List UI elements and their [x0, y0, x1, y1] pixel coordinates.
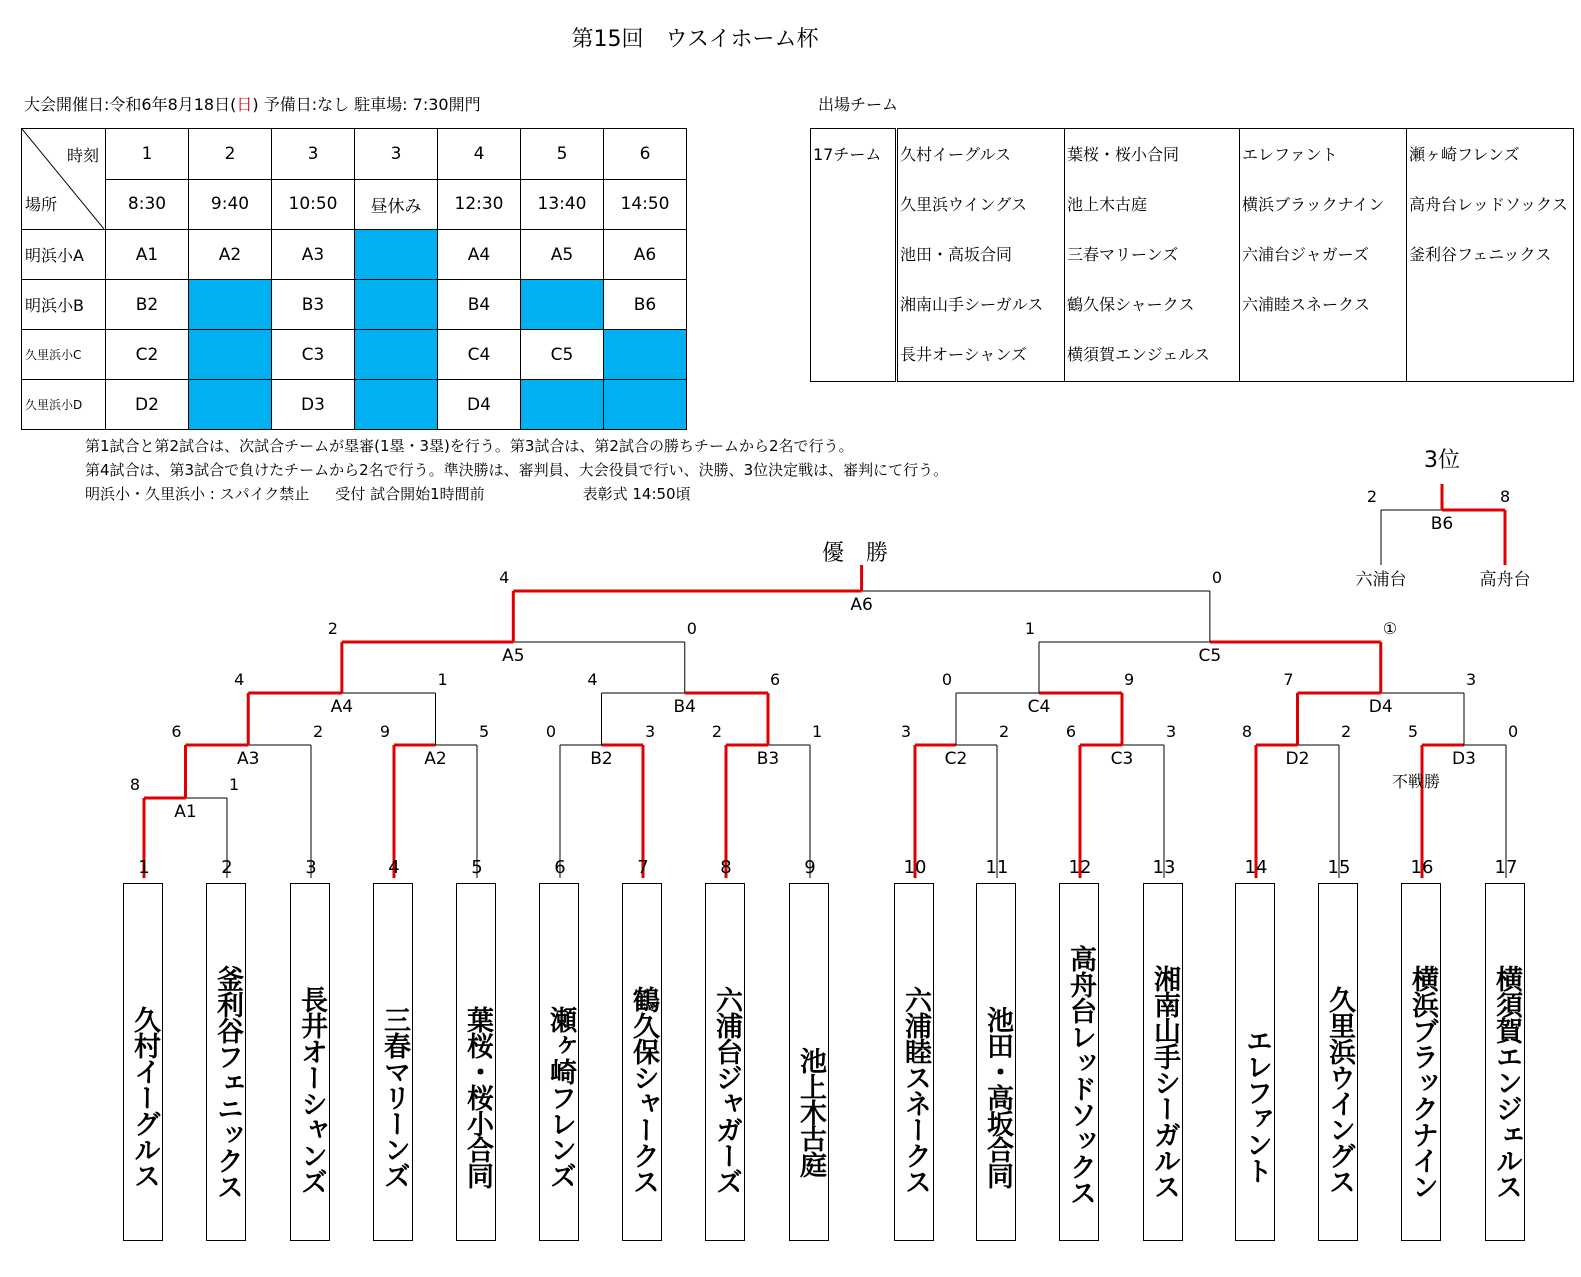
score-B2-right: 3 — [645, 722, 656, 741]
score-D2-right: 2 — [1341, 722, 1352, 741]
team-box — [789, 883, 829, 1241]
match-label-A4: A4 — [330, 697, 354, 717]
team-name: 横浜ブラックナイン — [1407, 965, 1438, 1199]
team-box — [705, 883, 745, 1241]
time-cell: 8:30 — [106, 179, 189, 230]
team-name: 六浦台ジャガーズ — [711, 985, 742, 1194]
team-box — [1318, 883, 1358, 1241]
corner-time-label: 時刻 — [66, 146, 99, 165]
score-B4-left: 4 — [587, 670, 598, 689]
schedule-cell: B6 — [604, 280, 687, 330]
team-box — [539, 883, 579, 1241]
schedule-cell: B2 — [106, 280, 189, 330]
team-box — [123, 883, 163, 1241]
team-count: 17チーム — [813, 145, 882, 164]
team-name: 六浦睦スネークス — [900, 985, 931, 1194]
round-header: 2 — [189, 129, 272, 180]
score-B4-right: 6 — [770, 670, 781, 689]
match-label-C3: C3 — [1110, 749, 1134, 769]
schedule-cell: C4 — [438, 330, 521, 380]
score-C5-left: 1 — [1024, 619, 1035, 638]
team-box — [1401, 883, 1441, 1241]
match-label-A6: A6 — [850, 595, 873, 615]
score-A5-right: 0 — [686, 619, 697, 638]
score-C4-left: 0 — [941, 670, 952, 689]
place-label: 明浜小A — [22, 230, 106, 280]
team-list-item: 池上木古庭 — [1067, 195, 1148, 214]
team-list-item: 三春マリーンズ — [1067, 245, 1179, 264]
team-box — [456, 883, 496, 1241]
team-number: 11 — [985, 857, 1009, 878]
team-number: 12 — [1068, 857, 1092, 878]
match-label-B4: B4 — [673, 697, 696, 717]
team-list-item: 湘南山手シーガルス — [900, 295, 1044, 314]
note-reception: 受付 試合開始1時間前 — [335, 485, 485, 503]
third-team-right: 高舟台 — [1479, 570, 1531, 590]
match-label-A3: A3 — [237, 749, 260, 769]
team-number: 2 — [221, 857, 233, 878]
schedule-cell: A3 — [272, 230, 355, 280]
time-cell: 13:40 — [521, 179, 604, 230]
score-A3-right: 2 — [313, 722, 324, 741]
score-D4-right: 3 — [1466, 670, 1477, 689]
team-list-item: 池田・高坂合同 — [900, 245, 1013, 264]
schedule-cell: A4 — [438, 230, 521, 280]
score-B6-right: 8 — [1500, 487, 1511, 506]
score-A6-right: 0 — [1211, 568, 1223, 587]
match-label-B2: B2 — [590, 749, 613, 769]
schedule-cell: B4 — [438, 280, 521, 330]
team-box — [290, 883, 330, 1241]
team-box — [622, 883, 662, 1241]
team-number: 13 — [1152, 857, 1176, 878]
schedule-cell: A2 — [189, 230, 272, 280]
note-line-2: 第4試合は、第3試合で負けたチームから2名で行う。準決勝は、審判員、大会役員で行い、決勝、3位決定戦は、審判にて行う。 — [85, 461, 949, 479]
team-name: 高舟台レッドソックス — [1065, 944, 1096, 1205]
score-C3-right: 3 — [1166, 722, 1177, 741]
team-number: 3 — [305, 857, 317, 878]
team-name: 釜利谷フェニックス — [212, 965, 243, 1199]
score-D2-left: 8 — [1241, 722, 1252, 741]
team-list-item: 六浦睦スネークス — [1242, 295, 1370, 314]
team-number: 8 — [720, 857, 732, 878]
team-number: 16 — [1410, 857, 1434, 878]
team-number: 17 — [1494, 857, 1518, 878]
corner-place-label: 場所 — [25, 195, 58, 214]
team-box — [976, 883, 1016, 1241]
time-cell: 昼休み — [355, 179, 438, 230]
team-list-item: 長井オーシャンズ — [900, 345, 1027, 364]
team-list-item: 釜利谷フェニックス — [1409, 245, 1552, 264]
team-box — [1143, 883, 1183, 1241]
team-name: 湘南山手シーガルス — [1149, 965, 1180, 1199]
team-name: 長井オーシャンズ — [296, 985, 327, 1194]
event-day: 日 — [236, 95, 253, 114]
match-label-A5: A5 — [502, 646, 525, 666]
time-cell: 14:50 — [604, 179, 687, 230]
d3-note: 不戦勝 — [1392, 772, 1441, 791]
team-box — [1485, 883, 1525, 1241]
champion-label: 優 勝 — [821, 541, 889, 566]
score-C2-left: 3 — [900, 722, 911, 741]
team-name: 横須賀エンジェルス — [1491, 965, 1522, 1199]
team-name: 池上木古庭 — [795, 1047, 826, 1177]
schedule-cell: D2 — [106, 380, 189, 430]
schedule-cell: C3 — [272, 330, 355, 380]
score-C4-right: 9 — [1124, 670, 1135, 689]
team-list-item: 久里浜ウイングス — [900, 195, 1028, 214]
schedule-cell: D4 — [438, 380, 521, 430]
score-A4-right: 1 — [437, 670, 448, 689]
team-list-item: 横浜ブラックナイン — [1242, 195, 1385, 214]
time-cell: 12:30 — [438, 179, 521, 230]
score-B6-left: 2 — [1366, 487, 1377, 506]
round-header: 3 — [355, 129, 438, 180]
team-name: エレファント — [1241, 1026, 1272, 1183]
team-name: 三春マリーンズ — [379, 1006, 410, 1188]
team-number: 1 — [138, 857, 150, 878]
team-name: 瀬ヶ崎フレンズ — [545, 1006, 576, 1188]
team-name: 久村イーグルス — [129, 1006, 160, 1188]
team-name: 久里浜ウイングス — [1324, 985, 1355, 1194]
score-C3-left: 6 — [1065, 722, 1076, 741]
schedule-cell: C5 — [521, 330, 604, 380]
team-name: 葉桜・桜小合同 — [462, 1006, 493, 1188]
event-date-suffix: ) 予備日:なし 駐車場: 7:30開門 — [252, 95, 481, 114]
match-label-D2: D2 — [1285, 749, 1310, 769]
team-list-item: 高舟台レッドソックス — [1409, 195, 1568, 214]
team-box — [1235, 883, 1275, 1241]
third-place-label: 3位 — [1424, 448, 1460, 473]
event-date-prefix: 大会開催日:令和6年8月18日( — [24, 95, 237, 114]
match-label-B3: B3 — [756, 749, 780, 769]
team-list-item: 瀬ヶ崎フレンズ — [1409, 145, 1520, 164]
score-C5-right: ① — [1382, 619, 1398, 638]
match-label-A1: A1 — [174, 802, 197, 822]
score-A5-left: 2 — [327, 619, 338, 638]
team-number: 6 — [554, 857, 566, 878]
team-list-item: 久村イーグルス — [900, 145, 1012, 164]
score-A1-left: 8 — [129, 775, 140, 794]
time-cell: 10:50 — [272, 179, 355, 230]
team-list-item: 鶴久保シャークス — [1067, 295, 1195, 314]
team-number: 9 — [804, 857, 816, 878]
third-team-left: 六浦台 — [1355, 570, 1407, 590]
note-ceremony: 表彰式 14:50頃 — [582, 485, 691, 503]
score-C2-right: 2 — [999, 722, 1010, 741]
schedule-cell: C2 — [106, 330, 189, 380]
score-D4-left: 7 — [1283, 670, 1294, 689]
match-label-A2: A2 — [424, 749, 447, 769]
note-spikes: 明浜小・久里浜小 : スパイク禁止 — [85, 485, 310, 503]
time-cell: 9:40 — [189, 179, 272, 230]
round-header: 4 — [438, 129, 521, 180]
score-B3-right: 1 — [812, 722, 823, 741]
place-label: 明浜小B — [22, 280, 106, 330]
score-A3-left: 6 — [171, 722, 182, 741]
team-number: 14 — [1244, 857, 1268, 878]
match-label-D3: D3 — [1452, 749, 1476, 769]
round-header: 5 — [521, 129, 604, 180]
note-line-1: 第1試合と第2試合は、次試合チームが塁審(1塁・3塁)を行う。第3試合は、第2試合の勝ちチームから2名で行う。 — [85, 437, 854, 455]
team-number: 15 — [1327, 857, 1351, 878]
score-B3-left: 2 — [711, 722, 722, 741]
score-D3-right: 0 — [1508, 722, 1519, 741]
match-label-D4: D4 — [1368, 697, 1393, 717]
round-header: 6 — [604, 129, 687, 180]
match-label-C4: C4 — [1027, 697, 1051, 717]
schedule-cell: B3 — [272, 280, 355, 330]
team-list-item: 葉桜・桜小合同 — [1067, 145, 1180, 164]
team-name: 鶴久保シャークス — [628, 985, 659, 1194]
score-A6-left: 4 — [499, 568, 510, 587]
schedule-cell: A6 — [604, 230, 687, 280]
team-number: 5 — [471, 857, 483, 878]
team-list-item: エレファント — [1242, 145, 1338, 164]
team-name: 池田・高坂合同 — [982, 1006, 1013, 1188]
team-box — [894, 883, 934, 1241]
match-label-B6: B6 — [1430, 514, 1454, 534]
schedule-cell: D3 — [272, 380, 355, 430]
team-list-item: 横須賀エンジェルス — [1067, 345, 1210, 364]
score-A1-right: 1 — [229, 775, 240, 794]
schedule-cell: A5 — [521, 230, 604, 280]
place-label: 久里浜小C — [22, 330, 106, 380]
round-header: 1 — [106, 129, 189, 180]
score-D3-left: 5 — [1407, 722, 1418, 741]
score-A2-left: 9 — [379, 722, 390, 741]
team-number: 7 — [637, 857, 649, 878]
schedule-cell: A1 — [106, 230, 189, 280]
team-box — [1059, 883, 1099, 1241]
score-A4-left: 4 — [234, 670, 245, 689]
team-number: 4 — [388, 857, 400, 878]
match-label-C5: C5 — [1198, 646, 1222, 666]
team-list-item: 六浦台ジャガーズ — [1242, 245, 1369, 264]
team-box — [373, 883, 413, 1241]
place-label: 久里浜小D — [22, 380, 106, 430]
round-header: 3 — [272, 129, 355, 180]
team-box — [206, 883, 246, 1241]
match-label-C2: C2 — [944, 749, 968, 769]
score-B2-left: 0 — [545, 722, 556, 741]
page-title: 第15回 ウスイホーム杯 — [571, 27, 819, 52]
score-A2-right: 5 — [479, 722, 490, 741]
team-number: 10 — [903, 857, 927, 878]
teams-heading: 出場チーム — [818, 95, 899, 114]
